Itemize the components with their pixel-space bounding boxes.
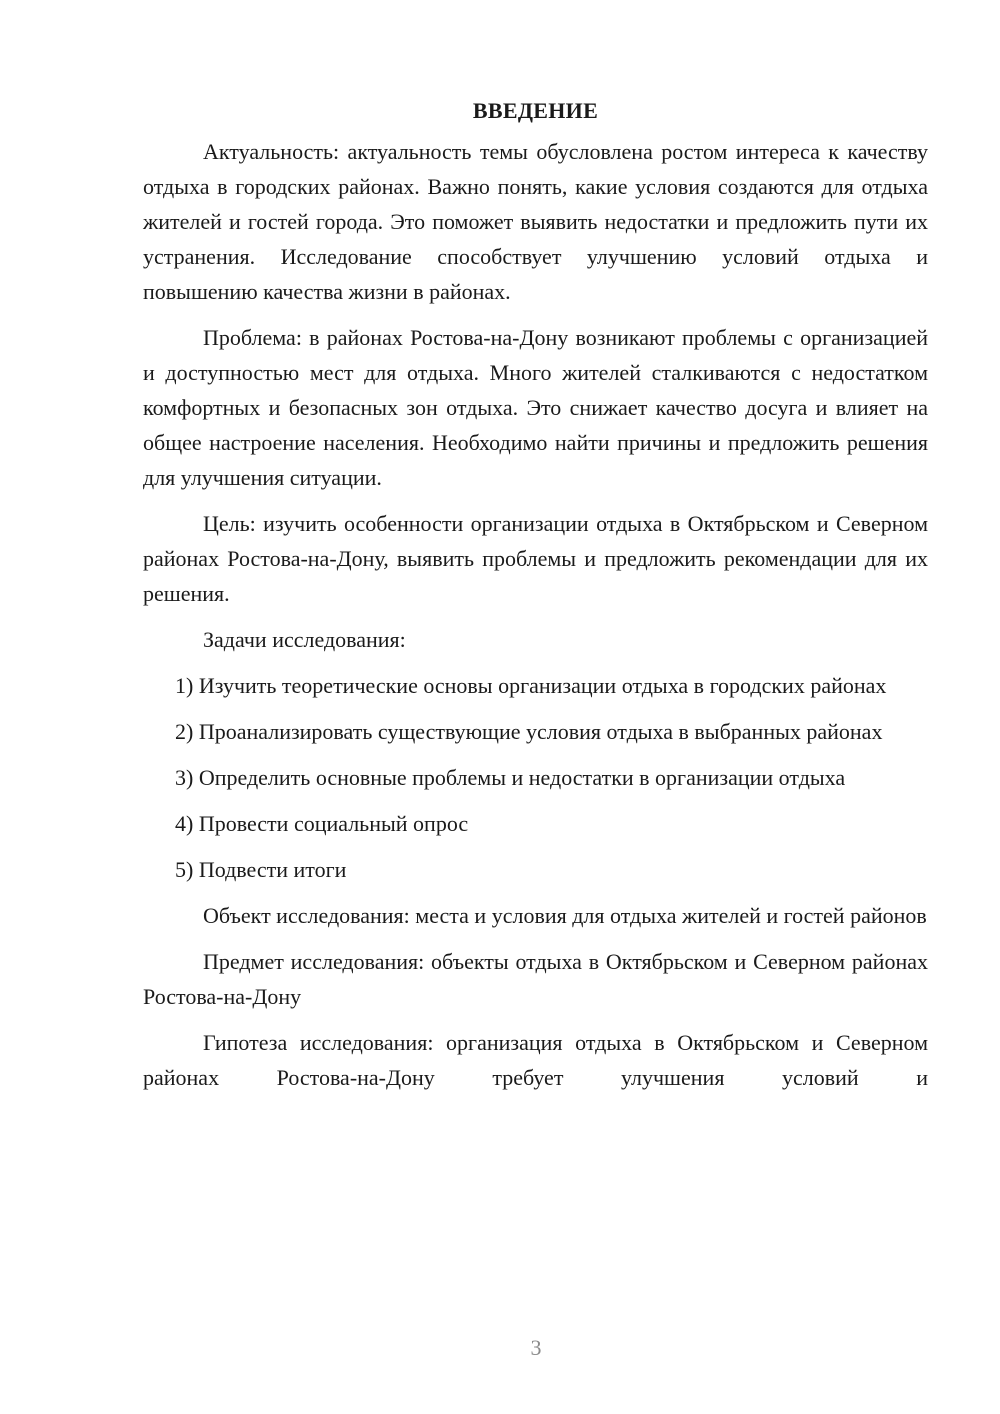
goal-paragraph: Цель: изучить особенности организации отдыха в Октябрьском и Северном районах Ростова-на-Дону, выявить проблемы и предложить рекомендации для их решения.: [143, 511, 928, 606]
object-paragraph: Объект исследования: места и условия для отдыха жителей и гостей районов: [203, 903, 927, 928]
task-item: 3) Определить основные проблемы и недостатки в организации отдыха: [175, 765, 846, 790]
tasks-heading: Задачи исследования:: [203, 627, 406, 652]
task-item: 1) Изучить теоретические основы организации отдыха в городских районах: [175, 673, 887, 698]
task-item: 2) Проанализировать существующие условия отдыха в выбранных районах: [175, 719, 883, 744]
task-item: 5) Подвести итоги: [175, 857, 347, 882]
hypothesis-paragraph: Гипотеза исследования: организация отдыха в Октябрьском и Северном районах Ростова-на-Дону требует улучшения условий и: [143, 1030, 928, 1090]
task-item: 4) Провести социальный опрос: [175, 811, 469, 836]
document-page: [143, 93, 928, 1095]
relevance-paragraph: Актуальность: актуальность темы обусловлена ростом интереса к качеству отдыха в городских районах. Важно понять, какие условия создаются для отдыха жителей и гостей города. Это поможет выявить недостатки и предложить пути их устранения. Исследование способствует улучшению условий отдыха и повышению качества жизни в районах.: [143, 139, 928, 304]
subject-paragraph: Предмет исследования: объекты отдыха в Октябрьском и Северном районах Ростова-на-Дону: [143, 949, 928, 1009]
section-title: ВВЕДЕНИЕ: [472, 98, 599, 123]
problem-paragraph: Проблема: в районах Ростова-на-Дону возникают проблемы с организацией и доступностью мест для отдыха. Много жителей сталкиваются с недостатком комфортных и безопасных зон отдыха. Это снижает качество досуга и влияет на общее настроение населения. Необходимо найти причины и предложить решения для улучшения ситуации.: [143, 325, 928, 490]
page-number: 3: [530, 1335, 542, 1360]
